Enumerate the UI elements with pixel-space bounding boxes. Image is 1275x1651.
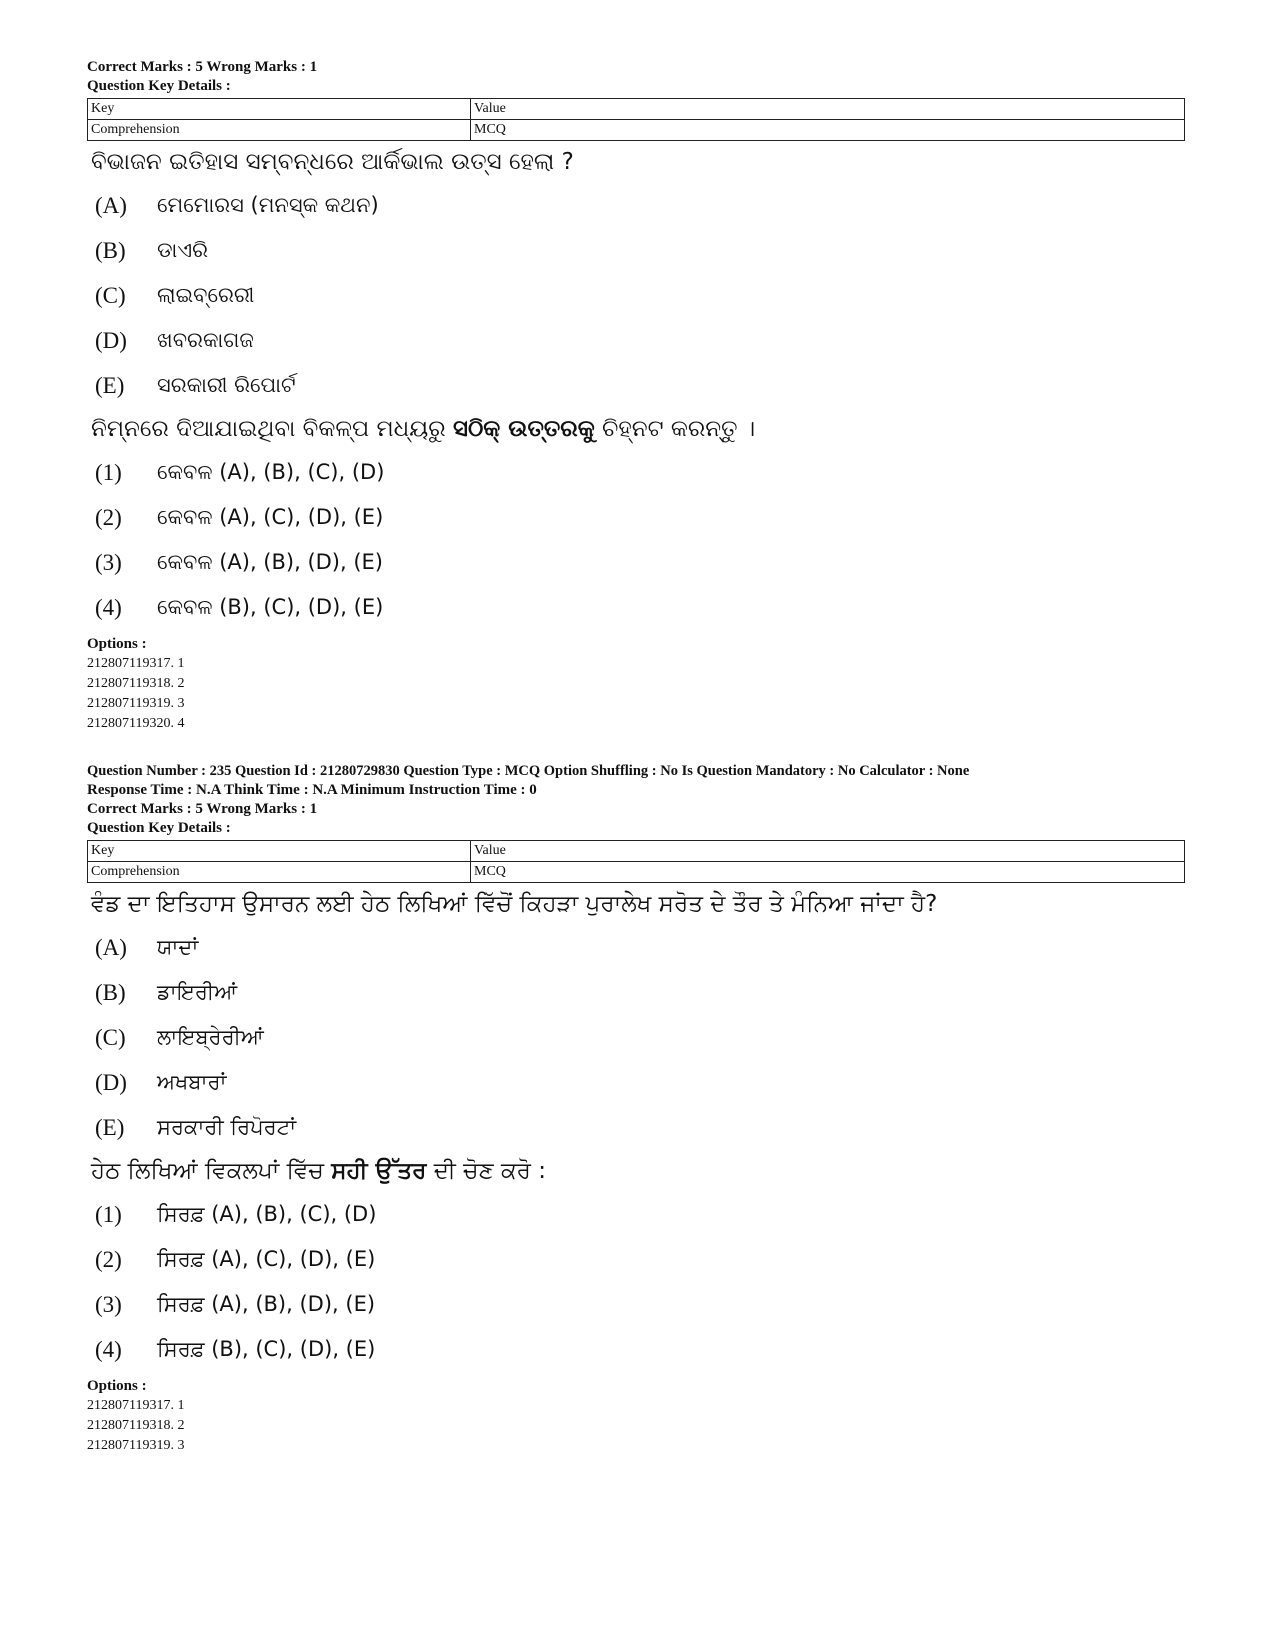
statement-text: ਅਖਬਾਰਾਂ [157,1070,227,1094]
statement-text: ਲਾਇਬ੍ਰੇਰੀਆਂ [157,1025,264,1049]
statement-item [95,363,1187,408]
instruction-bold: ਸਹੀ ਉੱਤਰ [331,1158,427,1184]
statement-item [95,925,1187,970]
question-text: ਵੰਡ ਦਾ ਇਤਿਹਾਸ ਉਸਾਰਨ ਲਈ ਹੇਠ ਲਿਖਿਆਂ ਵਿੱਚੋਂ ਕਿਹੜਾ ਪੁਰਾਲੇਖ ਸਰੋਤ ਦੇ ਤੌਰ ਤੇ ਮੰਨਿਆ ਜਾਂਦਾ ਹੈ? [91,891,938,917]
question-text: ବିଭାଜନ ଇତିହାସ ସମ୍ବନ୍ଧରେ ଆର୍କିଭାଲ ଉତ୍ସ ହେଲା ? [91,149,574,175]
statement-label: (B) [95,237,126,263]
statement-text: ଡାଏରି [157,238,209,262]
statement-item [95,183,1187,228]
marks-line: Correct Marks : 5 Wrong Marks : 1 [87,801,318,817]
statement-item [95,1015,1187,1060]
statement-label: (D) [95,327,127,353]
choice-label: (4) [95,1336,122,1362]
choice-text: ਸਿਰਫ਼ (A), (B), (C), (D) [157,1202,377,1226]
statement-label: (E) [95,372,125,398]
statement-label: (D) [95,1069,127,1095]
statement-text: ਸਰਕਾਰੀ ਰਿਪੋਰਟਾਂ [157,1115,297,1139]
question-block-punjabi [87,762,1187,1456]
statement-text: ଖବରକାଗଜ [157,328,254,352]
option-id: 212807119318. 2 [87,1418,185,1433]
statement-label: (A) [95,192,127,218]
key-details-table [87,840,1185,883]
value-cell: MCQ [471,862,1185,883]
choice-label: (1) [95,1201,122,1227]
answer-choice [95,450,1187,495]
statement-text: ସରକାରୀ ରିପୋର୍ଟ [157,373,296,397]
document-page [87,58,1187,1456]
marks-line: Correct Marks : 5 Wrong Marks : 1 [87,59,318,75]
choice-label: (4) [95,594,122,620]
choice-text: ਸਿਰਫ਼ (A), (B), (D), (E) [157,1292,376,1316]
response-time-line: Response Time : N.A Think Time : N.A Minimum Instruction Time : 0 [87,782,537,798]
choice-text: କେବଳ (B), (C), (D), (E) [157,595,384,619]
choice-label: (1) [95,459,122,485]
value-cell: MCQ [471,120,1185,141]
answer-choice [95,585,1187,630]
statement-label: (C) [95,1024,126,1050]
statement-label: (B) [95,979,126,1005]
table-row [88,120,1185,141]
key-header-cell: Key [88,99,471,120]
option-id: 212807119319. 3 [87,1438,185,1453]
key-cell: Comprehension [88,862,471,883]
instruction-pre: ନିମ୍ନରେ ଦିଆଯାଇଥିବା ବିକଳ୍ପ ମଧ୍ୟରୁ [91,416,453,442]
instruction-bold: ସଠିକ୍ ଉତ୍ତରକୁ [452,416,595,442]
answer-choice [95,1282,1187,1327]
statement-item [95,273,1187,318]
table-row [88,862,1185,883]
statement-item [95,970,1187,1015]
answer-choice [95,1237,1187,1282]
choice-label: (3) [95,549,122,575]
instruction-text [91,1156,1187,1186]
statement-label: (A) [95,934,127,960]
value-header-cell: Value [471,841,1185,862]
choice-text: କେବଳ (A), (B), (C), (D) [157,460,385,484]
choice-label: (2) [95,504,122,530]
question-block-odia [87,58,1187,734]
instruction-text [91,414,1187,444]
answer-choice [95,540,1187,585]
answer-choice [95,1327,1187,1372]
statement-item [95,318,1187,363]
choice-text: ਸਿਰਫ਼ (B), (C), (D), (E) [157,1337,376,1361]
option-id: 212807119320. 4 [87,716,185,731]
table-header-row [88,99,1185,120]
options-heading: Options : [87,1378,147,1394]
choice-text: କେବଳ (A), (B), (D), (E) [157,550,384,574]
instruction-post: ଚିହ୍ନଟ କରନ୍ତୁ । [594,416,756,442]
statement-item [95,1105,1187,1150]
statement-label: (E) [95,1114,125,1140]
instruction-pre: ਹੇਠ ਲਿਖਿਆਂ ਵਿਕਲਪਾਂ ਵਿੱਚ [91,1158,332,1184]
answer-choice [95,1192,1187,1237]
option-id: 212807119319. 3 [87,696,185,711]
table-header-row [88,841,1185,862]
option-id: 212807119318. 2 [87,676,185,691]
key-header-cell: Key [88,841,471,862]
key-details-heading: Question Key Details : [87,820,231,836]
question-header-line: Question Number : 235 Question Id : 21280729830 Question Type : MCQ Option Shuffling : No Is Question Mandatory : No Calculator : None [87,763,970,779]
option-id: 212807119317. 1 [87,656,185,671]
options-heading: Options : [87,636,147,652]
choice-text: କେବଳ (A), (C), (D), (E) [157,505,384,529]
choice-label: (2) [95,1246,122,1272]
statement-text: ਯਾਦਾਂ [157,935,199,959]
option-id: 212807119317. 1 [87,1398,185,1413]
statement-item [95,1060,1187,1105]
choice-label: (3) [95,1291,122,1317]
statement-item [95,228,1187,273]
statement-text: ਡਾਇਰੀਆਂ [157,980,238,1004]
key-cell: Comprehension [88,120,471,141]
value-header-cell: Value [471,99,1185,120]
statement-text: ଲାଇବ୍ରେରୀ [157,283,255,307]
statement-text: ମେମୋରସ (ମନସ୍କ କଥନ) [157,193,379,217]
instruction-post: ਦੀ ਚੋਣ ਕਰੋ : [426,1158,546,1184]
choice-text: ਸਿਰਫ਼ (A), (C), (D), (E) [157,1247,376,1271]
key-details-table [87,98,1185,141]
key-details-heading: Question Key Details : [87,78,231,94]
statement-label: (C) [95,282,126,308]
answer-choice [95,495,1187,540]
